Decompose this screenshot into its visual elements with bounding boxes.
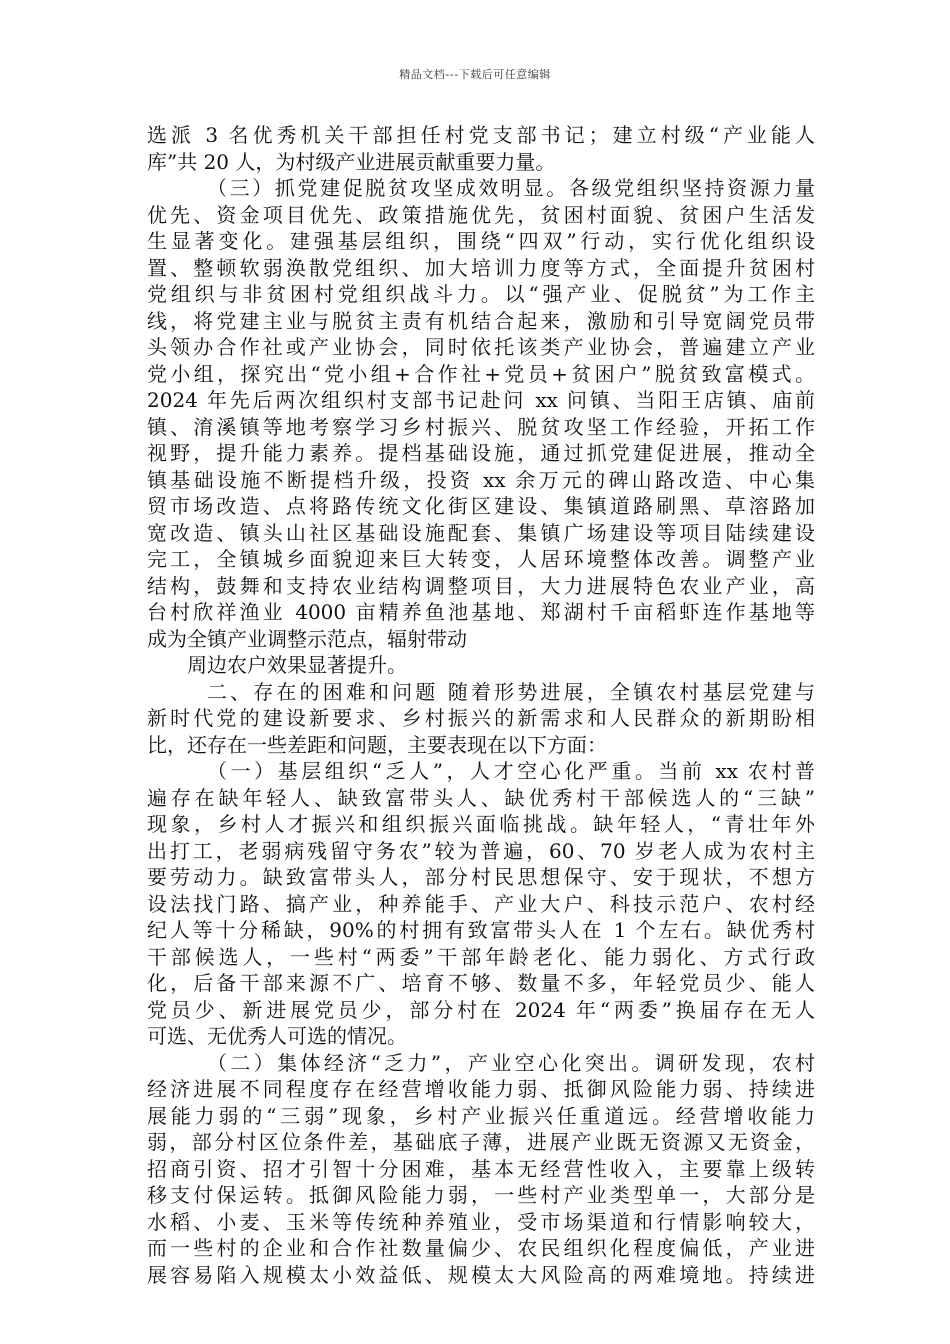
text-line: 党员少、新进展党员少，部分村在 2024 年“两委”换届存在无人 [147, 997, 815, 1022]
text-line: 头领办合作社或产业协会，同时依托该类产业协会，普遍建立产业 [147, 335, 815, 359]
text-line: 出打工，老弱病残留守务农”较为普遍，60、70 岁老人成为农村主 [147, 838, 815, 863]
text-line: 招商引资、招才引智十分困难，基本无经营性收入，主要靠上级转 [147, 1156, 815, 1181]
text-line: 党组织与非贫困村党组织战斗力。以“强产业、促脱贫”为工作主 [147, 282, 815, 306]
text-line: 优先、资金项目优先、政策措施优先，贫困村面貌、贫困户生活发 [147, 202, 815, 227]
text-line: 设法找门路、搞产业，种养能手、产业大户、科技示范户、农村经 [147, 891, 815, 916]
text-line: 台村欣祥渔业 4000 亩精养鱼池基地、郑湖村千亩稻虾连作基地等 [147, 600, 815, 624]
text-line: 展容易陷入规模太小效益低、规模太大风险高的两难境地。持续进 [147, 1262, 815, 1287]
text-line: 线，将党建主业与脱贫主责有机结合起来，激励和引导宽阔党员带 [147, 308, 815, 333]
text-line: 移支付保运转。抵御风险能力弱，一些村产业类型单一，大部分是 [147, 1183, 815, 1207]
text-line: 要劳动力。缺致富带头人，部分村民思想保守、安于现状，不想方 [147, 865, 815, 889]
text-line: 新时代党的建设新要求、乡村振兴的新需求和人民群众的新期盼相 [147, 706, 815, 730]
text-line: 比，还存在一些差距和问题，主要表现在以下方面： [147, 732, 607, 757]
text-line: 镇、淯溪镇等地考察学习乡村振兴、脱贫攻坚工作经验，开拓工作 [147, 414, 815, 439]
text-line: 党小组，探究出“党小组+合作社+党员+贫困户”脱贫致富模式。 [147, 361, 815, 386]
text-line: 成为全镇产业调整示范点，辐射带动 [147, 626, 467, 651]
text-line: 2024 年先后两次组织村支部书记赴问 xx 问镇、当阳王店镇、庙前 [147, 388, 815, 412]
text-line: 置、整顿软弱涣散党组织、加大培训力度等方式，全面提升贫困村 [147, 255, 815, 280]
text-line: 镇基础设施不断提档升级，投资 xx 余万元的碑山路改造、中心集 [147, 467, 815, 492]
text-line: 可选、无优秀人可选的情况。 [147, 1024, 407, 1048]
text-line: 弱，部分村区位条件差，基础底子薄，进展产业既无资源又无资金， [147, 1130, 815, 1154]
text-line: 二、存在的困难和问题 随着形势进展，全镇农村基层党建与 [207, 679, 815, 704]
text-line: 贸市场改造、点将路传统文化街区建设、集镇道路刷黑、草溶路加 [147, 494, 815, 518]
text-line: 干部候选人，一些村“两委”干部年龄老化、能力弱化、方式行政 [147, 944, 815, 969]
text-line: 现象，乡村人才振兴和组织振兴面临挑战。缺年轻人，“青壮年外 [147, 812, 815, 836]
text-line: （一）基层组织“乏人”，人才空心化严重。当前 xx 农村普 [207, 759, 815, 783]
text-line: 库”共 20 人，为村级产业进展贡献重要力量。 [147, 149, 556, 174]
text-line: 展能力弱的“三弱”现象，乡村产业振兴任重道远。经营增收能力 [147, 1103, 815, 1128]
text-line: 经济进展不同程度存在经营增收能力弱、抵御风险能力弱、持续进 [147, 1077, 815, 1101]
text-line: 结构，鼓舞和支持农业结构调整项目，大力进展特色农业产业，高 [147, 573, 815, 598]
text-line: 化，后备干部来源不广、培育不够、数量不多，年轻党员少、能人 [147, 971, 815, 995]
document-body [147, 122, 815, 1288]
text-line: （三）抓党建促脱贫攻坚成效明显。各级党组织坚持资源力量 [207, 176, 815, 200]
text-line: 水稻、小麦、玉米等传统种养殖业，受市场渠道和行情影响较大， [147, 1209, 815, 1234]
text-line: （二）集体经济“乏力”，产业空心化突出。调研发现，农村 [207, 1050, 815, 1075]
text-line: 宽改造、镇头山社区基础设施配套、集镇广场建设等项目陆续建设 [147, 520, 815, 545]
text-line: 视野，提升能力素养。提档基础设施，通过抓党建促进展，推动全 [147, 441, 815, 465]
text-line: 纪人等十分稀缺，90%的村拥有致富带头人在 1 个左右。缺优秀村 [147, 918, 815, 942]
text-line: 完工，全镇城乡面貌迎来巨大转变，人居环境整体改善。调整产业 [147, 547, 815, 571]
page-header: 精品文档---下载后可任意编辑 [399, 68, 551, 81]
text-line: 而一些村的企业和合作社数量偏少、农民组织化程度偏低，产业进 [147, 1236, 815, 1260]
text-line: 周边农户效果显著提升。 [187, 653, 407, 677]
text-line: 遍存在缺年轻人、缺致富带头人、缺优秀村干部候选人的“三缺” [147, 785, 815, 810]
text-line: 生显著变化。建强基层组织，围绕“四双”行动，实行优化组织设 [147, 229, 815, 253]
text-line: 选派 3 名优秀机关干部担任村党支部书记；建立村级“产业能人 [147, 123, 815, 147]
